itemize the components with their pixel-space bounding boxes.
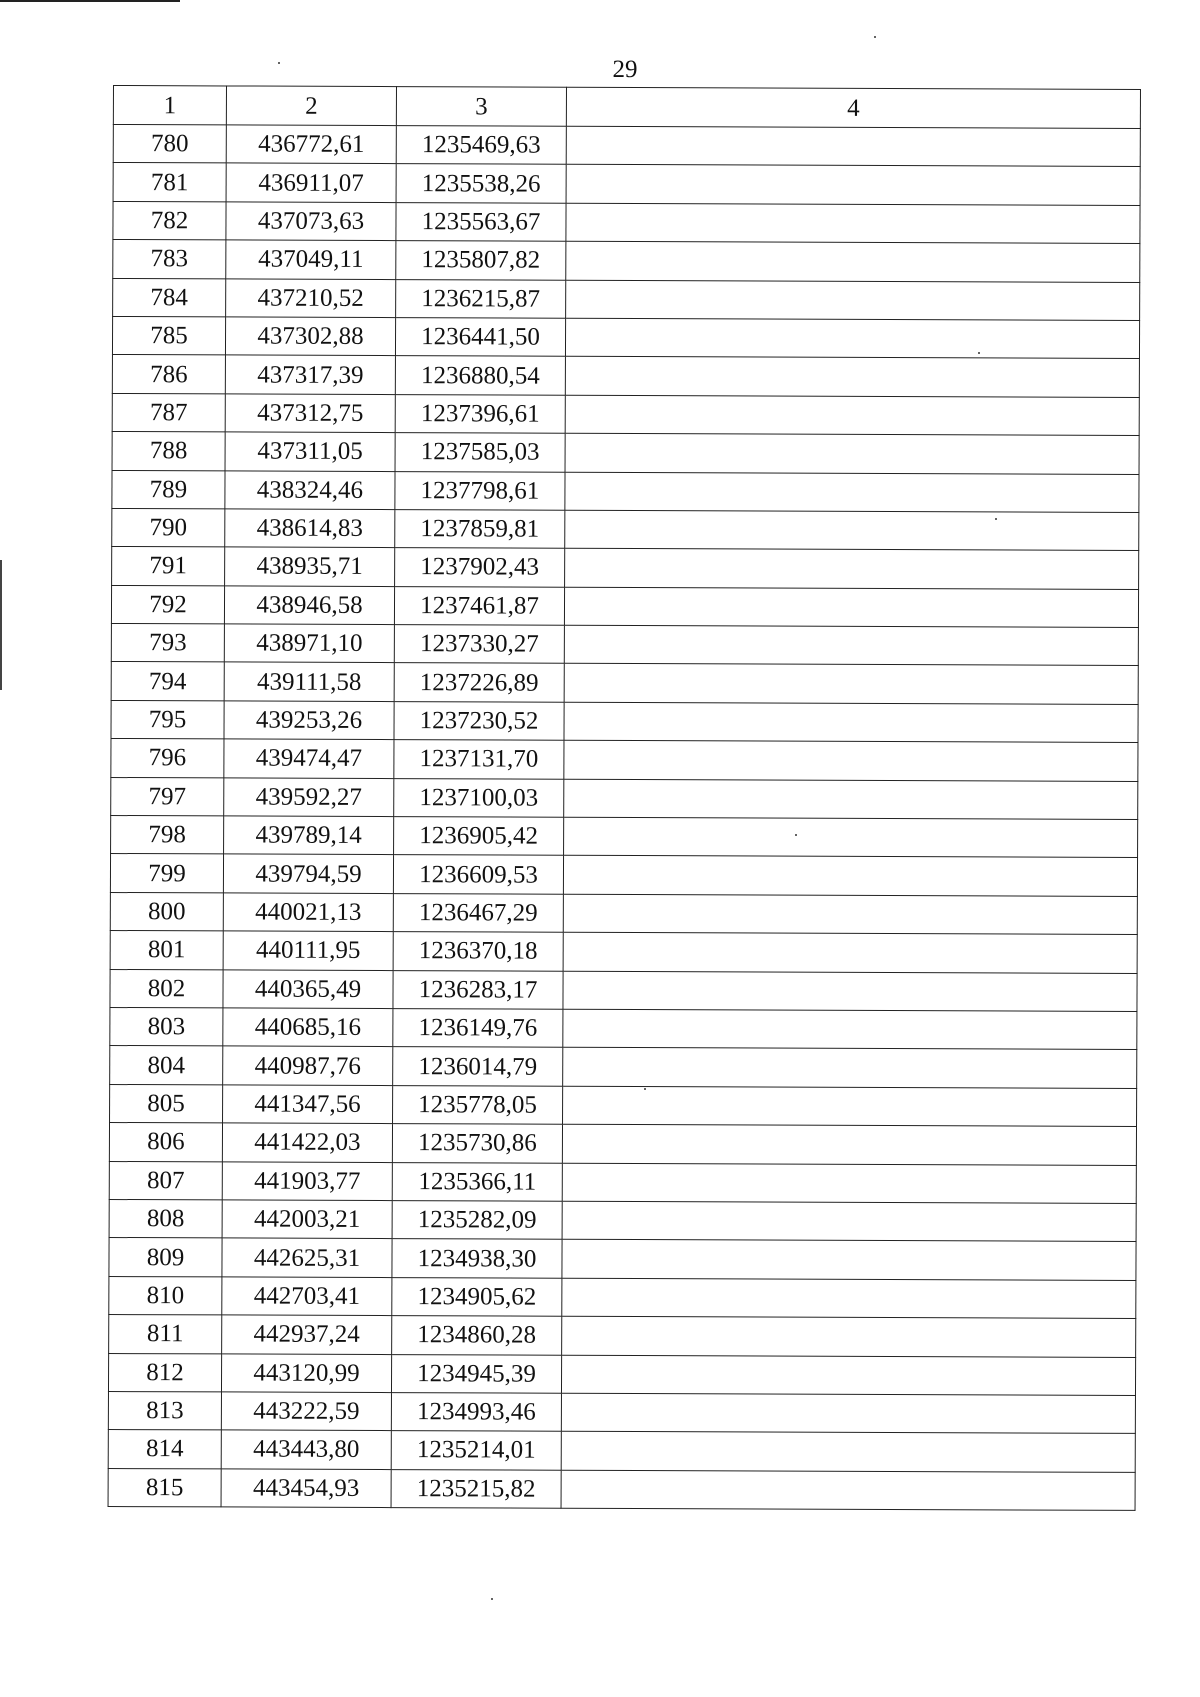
table-row bbox=[113, 163, 1140, 205]
point-number-cell: 784 bbox=[113, 278, 226, 317]
point-number-cell: 787 bbox=[112, 393, 225, 432]
y-coordinate-cell: 1237585,03 bbox=[395, 433, 565, 472]
point-number-cell: 812 bbox=[108, 1353, 221, 1392]
note-cell bbox=[563, 1048, 1137, 1089]
note-cell bbox=[562, 1124, 1136, 1165]
note-cell bbox=[564, 702, 1138, 743]
point-number-cell: 793 bbox=[111, 624, 224, 663]
note-cell bbox=[564, 625, 1138, 666]
point-number-cell: 800 bbox=[110, 892, 223, 931]
y-coordinate-cell: 1237396,61 bbox=[395, 394, 565, 433]
note-cell bbox=[566, 280, 1140, 321]
table-row bbox=[112, 316, 1139, 358]
point-number-cell: 802 bbox=[110, 969, 223, 1008]
y-coordinate-cell: 1237226,89 bbox=[394, 663, 564, 702]
x-coordinate-cell: 440365,49 bbox=[223, 970, 393, 1009]
point-number-cell: 797 bbox=[111, 777, 224, 816]
point-number-cell: 803 bbox=[110, 1007, 223, 1046]
y-coordinate-cell: 1235730,86 bbox=[392, 1124, 562, 1163]
table-row bbox=[113, 278, 1140, 320]
note-cell bbox=[563, 971, 1137, 1012]
table-row bbox=[111, 816, 1138, 858]
note-cell bbox=[561, 1470, 1135, 1511]
point-number-cell: 782 bbox=[113, 201, 226, 240]
note-cell bbox=[563, 932, 1137, 973]
y-coordinate-cell: 1234938,30 bbox=[392, 1239, 562, 1278]
x-coordinate-cell: 439789,14 bbox=[224, 816, 394, 855]
table-body bbox=[108, 125, 1140, 1511]
x-coordinate-cell: 437302,88 bbox=[225, 317, 395, 356]
table-row bbox=[113, 125, 1140, 167]
note-cell bbox=[562, 1316, 1136, 1357]
x-coordinate-cell: 439474,47 bbox=[224, 739, 394, 778]
point-number-cell: 799 bbox=[110, 854, 223, 893]
point-number-cell: 796 bbox=[111, 739, 224, 778]
table-row bbox=[110, 931, 1137, 973]
y-coordinate-cell: 1235807,82 bbox=[396, 241, 566, 280]
table-row bbox=[110, 892, 1137, 934]
table-row bbox=[110, 1084, 1137, 1126]
x-coordinate-cell: 436911,07 bbox=[226, 163, 396, 202]
note-cell bbox=[564, 587, 1138, 628]
table-row bbox=[110, 1046, 1137, 1088]
y-coordinate-cell: 1236441,50 bbox=[395, 318, 565, 357]
x-coordinate-cell: 440685,16 bbox=[223, 1008, 393, 1047]
point-number-cell: 791 bbox=[112, 547, 225, 586]
y-coordinate-cell: 1236880,54 bbox=[395, 356, 565, 395]
table-row bbox=[111, 700, 1138, 742]
note-cell bbox=[564, 664, 1138, 705]
y-coordinate-cell: 1237230,52 bbox=[394, 701, 564, 740]
note-cell bbox=[565, 395, 1139, 436]
y-coordinate-cell: 1235282,09 bbox=[392, 1201, 562, 1240]
note-cell bbox=[564, 817, 1138, 858]
y-coordinate-cell: 1236149,76 bbox=[393, 1009, 563, 1048]
table-row bbox=[112, 470, 1139, 512]
y-coordinate-cell: 1237461,87 bbox=[394, 586, 564, 625]
table-header-row bbox=[113, 86, 1140, 129]
note-cell bbox=[566, 126, 1140, 167]
y-coordinate-cell: 1237100,03 bbox=[394, 778, 564, 817]
x-coordinate-cell: 438946,58 bbox=[224, 586, 394, 625]
scan-edge-mark bbox=[0, 560, 2, 690]
note-cell bbox=[562, 1201, 1136, 1242]
table-row bbox=[111, 739, 1138, 781]
note-cell bbox=[562, 1240, 1136, 1281]
note-cell bbox=[566, 165, 1140, 206]
note-cell bbox=[565, 318, 1139, 359]
point-number-cell: 792 bbox=[111, 585, 224, 624]
y-coordinate-cell: 1236609,53 bbox=[393, 855, 563, 894]
point-number-cell: 788 bbox=[112, 432, 225, 471]
y-coordinate-cell: 1236215,87 bbox=[396, 279, 566, 318]
point-number-cell: 795 bbox=[111, 700, 224, 739]
point-number-cell: 805 bbox=[110, 1084, 223, 1123]
x-coordinate-cell: 442625,31 bbox=[222, 1238, 392, 1277]
table-row bbox=[108, 1468, 1135, 1510]
column-header: 2 bbox=[226, 86, 396, 126]
x-coordinate-cell: 440021,13 bbox=[223, 893, 393, 932]
x-coordinate-cell: 439794,59 bbox=[223, 854, 393, 893]
x-coordinate-cell: 438324,46 bbox=[225, 470, 395, 509]
x-coordinate-cell: 437317,39 bbox=[225, 355, 395, 394]
table-row bbox=[109, 1123, 1136, 1165]
point-number-cell: 807 bbox=[109, 1161, 222, 1200]
table-row bbox=[113, 201, 1140, 243]
x-coordinate-cell: 436772,61 bbox=[226, 125, 396, 164]
y-coordinate-cell: 1236283,17 bbox=[393, 970, 563, 1009]
x-coordinate-cell: 437311,05 bbox=[225, 432, 395, 471]
table-row bbox=[111, 624, 1138, 666]
table-row bbox=[110, 969, 1137, 1011]
y-coordinate-cell: 1237859,81 bbox=[395, 509, 565, 548]
column-header: 3 bbox=[396, 87, 566, 127]
y-coordinate-cell: 1237131,70 bbox=[394, 740, 564, 779]
note-cell bbox=[563, 894, 1137, 935]
note-cell bbox=[564, 779, 1138, 820]
note-cell bbox=[566, 203, 1140, 244]
x-coordinate-cell: 442003,21 bbox=[222, 1200, 392, 1239]
y-coordinate-cell: 1235563,67 bbox=[396, 202, 566, 241]
note-cell bbox=[565, 510, 1139, 551]
note-cell bbox=[565, 357, 1139, 398]
point-number-cell: 806 bbox=[109, 1123, 222, 1162]
point-number-cell: 801 bbox=[110, 931, 223, 970]
point-number-cell: 781 bbox=[113, 163, 226, 202]
point-number-cell: 783 bbox=[113, 240, 226, 279]
column-header: 1 bbox=[113, 86, 226, 125]
x-coordinate-cell: 443454,93 bbox=[221, 1469, 391, 1508]
y-coordinate-cell: 1235366,11 bbox=[392, 1162, 562, 1201]
point-number-cell: 794 bbox=[111, 662, 224, 701]
table-row bbox=[111, 585, 1138, 627]
x-coordinate-cell: 439253,26 bbox=[224, 701, 394, 740]
point-number-cell: 790 bbox=[112, 508, 225, 547]
x-coordinate-cell: 441347,56 bbox=[223, 1085, 393, 1124]
table-row bbox=[112, 355, 1139, 397]
scan-speck bbox=[491, 1598, 493, 1600]
x-coordinate-cell: 438971,10 bbox=[224, 624, 394, 663]
point-number-cell: 811 bbox=[109, 1315, 222, 1354]
table-row bbox=[112, 432, 1139, 474]
table-row bbox=[112, 508, 1139, 550]
y-coordinate-cell: 1237330,27 bbox=[394, 625, 564, 664]
note-cell bbox=[562, 1278, 1136, 1319]
x-coordinate-cell: 442703,41 bbox=[222, 1277, 392, 1316]
point-number-cell: 815 bbox=[108, 1468, 221, 1507]
table-row bbox=[109, 1161, 1136, 1203]
note-cell bbox=[566, 241, 1140, 282]
x-coordinate-cell: 441903,77 bbox=[222, 1161, 392, 1200]
table-row bbox=[113, 240, 1140, 282]
table-row bbox=[109, 1276, 1136, 1318]
point-number-cell: 813 bbox=[108, 1391, 221, 1430]
note-cell bbox=[564, 740, 1138, 781]
y-coordinate-cell: 1235469,63 bbox=[396, 126, 566, 165]
x-coordinate-cell: 443222,59 bbox=[221, 1392, 391, 1431]
x-coordinate-cell: 440111,95 bbox=[223, 931, 393, 970]
point-number-cell: 814 bbox=[108, 1430, 221, 1469]
note-cell bbox=[562, 1163, 1136, 1204]
y-coordinate-cell: 1234860,28 bbox=[392, 1316, 562, 1355]
point-number-cell: 798 bbox=[111, 816, 224, 855]
x-coordinate-cell: 443120,99 bbox=[221, 1353, 391, 1392]
table-row bbox=[110, 1007, 1137, 1049]
x-coordinate-cell: 441422,03 bbox=[222, 1123, 392, 1162]
table-row bbox=[109, 1315, 1136, 1357]
note-cell bbox=[563, 1009, 1137, 1050]
note-cell bbox=[563, 1086, 1137, 1127]
scan-edge-mark bbox=[0, 0, 180, 2]
scan-speck bbox=[874, 36, 876, 38]
note-cell bbox=[565, 472, 1139, 513]
note-cell bbox=[561, 1432, 1135, 1473]
y-coordinate-cell: 1235215,82 bbox=[391, 1469, 561, 1508]
note-cell bbox=[561, 1355, 1135, 1396]
y-coordinate-cell: 1237798,61 bbox=[395, 471, 565, 510]
x-coordinate-cell: 438935,71 bbox=[225, 547, 395, 586]
note-cell bbox=[565, 549, 1139, 590]
note-cell bbox=[563, 856, 1137, 897]
page-number: 29 bbox=[612, 56, 638, 83]
x-coordinate-cell: 440987,76 bbox=[223, 1046, 393, 1085]
point-number-cell: 810 bbox=[109, 1276, 222, 1315]
table-row bbox=[110, 854, 1137, 896]
x-coordinate-cell: 437073,63 bbox=[226, 202, 396, 241]
x-coordinate-cell: 437210,52 bbox=[226, 278, 396, 317]
y-coordinate-cell: 1236905,42 bbox=[394, 817, 564, 856]
x-coordinate-cell: 437312,75 bbox=[225, 394, 395, 433]
y-coordinate-cell: 1236467,29 bbox=[393, 893, 563, 932]
y-coordinate-cell: 1234905,62 bbox=[392, 1277, 562, 1316]
point-number-cell: 804 bbox=[110, 1046, 223, 1085]
table-row bbox=[109, 1199, 1136, 1241]
x-coordinate-cell: 437049,11 bbox=[226, 240, 396, 279]
x-coordinate-cell: 443443,80 bbox=[221, 1430, 391, 1469]
x-coordinate-cell: 438614,83 bbox=[225, 509, 395, 548]
column-header: 4 bbox=[566, 87, 1140, 128]
y-coordinate-cell: 1235214,01 bbox=[391, 1431, 561, 1470]
table-row bbox=[109, 1238, 1136, 1280]
table-row bbox=[112, 393, 1139, 435]
point-number-cell: 789 bbox=[112, 470, 225, 509]
coordinates-table bbox=[108, 85, 1141, 1511]
point-number-cell: 808 bbox=[109, 1199, 222, 1238]
note-cell bbox=[565, 433, 1139, 474]
y-coordinate-cell: 1235538,26 bbox=[396, 164, 566, 203]
point-number-cell: 786 bbox=[112, 355, 225, 394]
y-coordinate-cell: 1237902,43 bbox=[395, 548, 565, 587]
point-number-cell: 780 bbox=[113, 125, 226, 164]
table-row bbox=[108, 1353, 1135, 1395]
note-cell bbox=[561, 1393, 1135, 1434]
point-number-cell: 809 bbox=[109, 1238, 222, 1277]
coordinates-table-container bbox=[108, 85, 1141, 1511]
y-coordinate-cell: 1234993,46 bbox=[391, 1392, 561, 1431]
x-coordinate-cell: 439592,27 bbox=[224, 778, 394, 817]
table-row bbox=[112, 547, 1139, 589]
table-row bbox=[111, 662, 1138, 704]
table-row bbox=[111, 777, 1138, 819]
y-coordinate-cell: 1236014,79 bbox=[393, 1047, 563, 1086]
x-coordinate-cell: 442937,24 bbox=[222, 1315, 392, 1354]
table-row bbox=[108, 1391, 1135, 1433]
y-coordinate-cell: 1235778,05 bbox=[393, 1085, 563, 1124]
y-coordinate-cell: 1234945,39 bbox=[391, 1354, 561, 1393]
table-row bbox=[108, 1430, 1135, 1472]
y-coordinate-cell: 1236370,18 bbox=[393, 932, 563, 971]
point-number-cell: 785 bbox=[112, 316, 225, 355]
x-coordinate-cell: 439111,58 bbox=[224, 662, 394, 701]
